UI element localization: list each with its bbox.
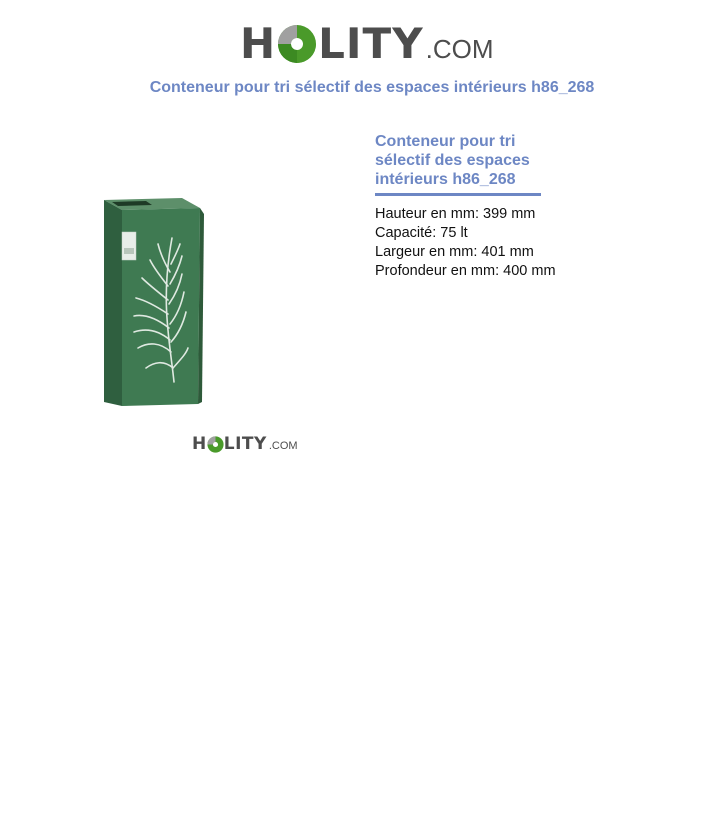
watermark-dotcom: .COM [268,440,298,452]
spec-width: Largeur en mm: 401 mm [375,244,534,260]
spec-value: 75 lt [440,225,468,241]
logo-o-icon [277,24,317,64]
product-specs [375,205,556,281]
spec-capacity: Capacité: 75 lt [375,225,468,241]
watermark-letters-lity: LITY [223,434,267,454]
recycling-bin-image [100,192,204,414]
logo-letters-lity: LITY [318,19,424,68]
spec-height: Hauteur en mm: 399 mm [375,206,536,222]
spec-label: Hauteur en mm [375,206,475,222]
site-logo[interactable] [240,12,494,68]
spec-label: Profondeur en mm [375,263,496,279]
product-title: Conteneur pour tri sélectif des espaces intérieurs h86_268 [375,133,530,188]
spec-value: 400 mm [503,263,556,279]
watermark-logo [192,436,298,453]
logo-wordmark [240,19,424,68]
watermark-letter-h: H [192,434,207,454]
spec-label: Capacité [375,225,433,241]
logo-letter-h: H [240,19,277,68]
watermark-wordmark [192,436,267,453]
spec-label: Largeur en mm [375,244,474,260]
watermark-o-icon [207,436,224,453]
spec-value: 401 mm [481,244,534,260]
spec-value: 399 mm [483,206,536,222]
logo-dotcom: .COM [425,34,494,64]
title-divider [375,193,541,196]
spec-depth: Profondeur en mm: 400 mm [375,263,556,279]
page-title: Conteneur pour tri sélectif des espaces intérieurs h86_268 [149,79,595,96]
